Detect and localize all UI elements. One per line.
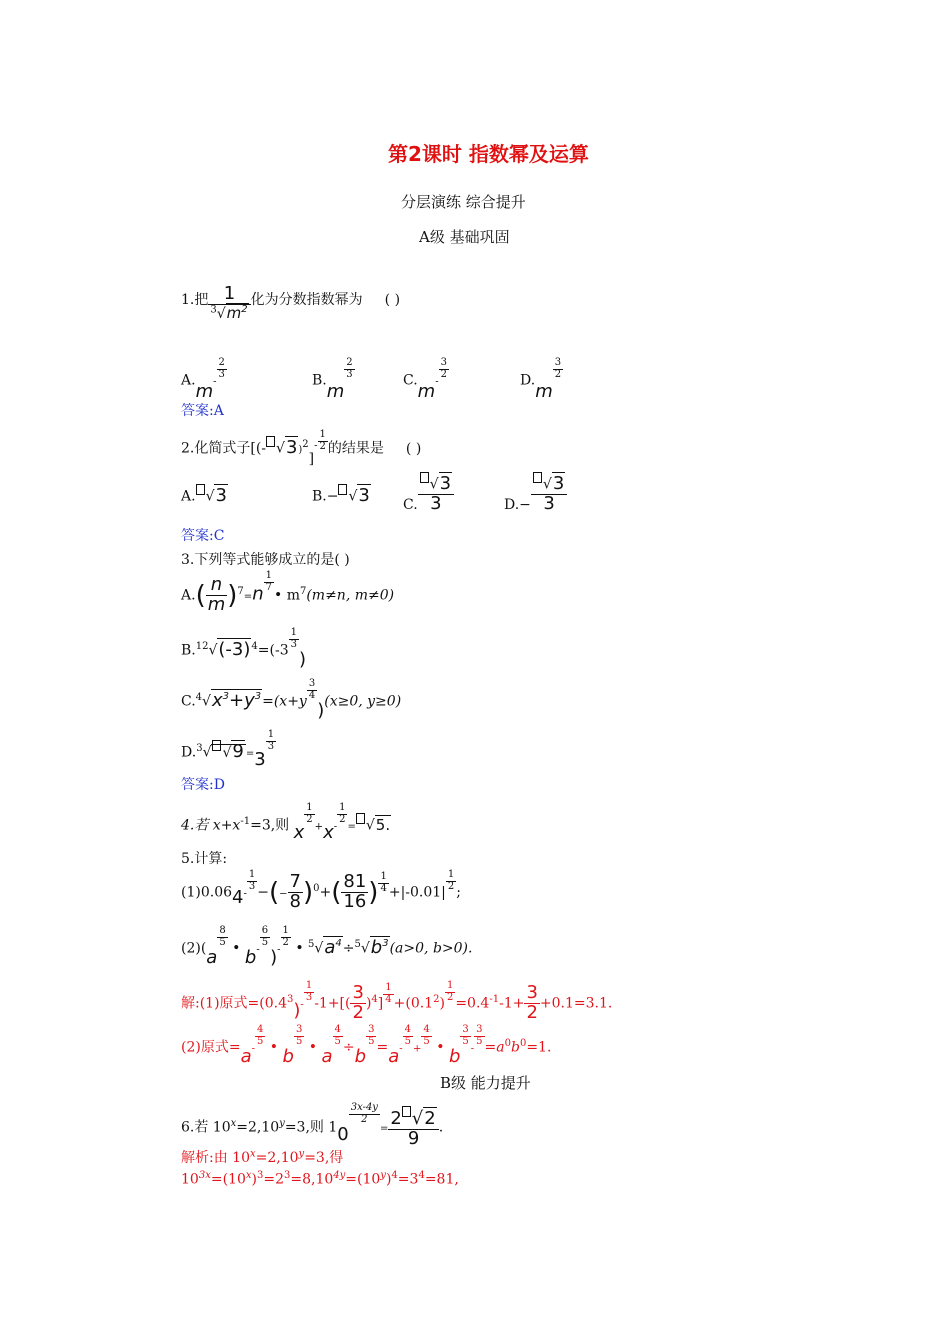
q6-solution-line-1: 解析:由 $10^x=2,10^y=3$,得 — [181, 1148, 344, 1166]
q2-option-b: B.− √3 — [312, 484, 370, 506]
q1-fraction: $\frac{1}{^3√m^2}$ — [208, 285, 250, 322]
q6-solution-line-2: $10^{3x}=(10^x)^3=2^3=8,10^{4y}=(10^y)^4=3^4=81$, — [181, 1170, 459, 1188]
q3-option-c: $C.^4√x^3+y^3=(x+y$ $\frac{3}{4}$ )(x≥0, y≥0) — [181, 678, 402, 721]
question-4: 4.若 $x+x^{-1}=3$,则 x $\frac{1}{2}$ +x- $\frac{1}{2}$ = √5. — [181, 802, 391, 843]
q5-solution-1: 解:(1)原式$=(0.4^3)-$ $\frac{1}{3}$ -1+[( $\frac{3}{2}$ )$^4$] $\frac{1}{4}$ $+(0.1^2)$ $\frac{1}{2}$ $=0.4^{-1}-1+$ $\frac{3}{2}$ +0.1=3.1. — [181, 980, 613, 1023]
q5-part-1: (1)0.064- $\frac{1}{3}$ −(− $\frac{7}{8}$ )$^0$+( $\frac{81}{16}$ ) $\frac{1}{4}$ +|-0.01| $\frac{1}{2}$ ; — [181, 869, 461, 912]
page-title: 第2课时 指数幂及运算 — [388, 142, 589, 166]
q2-option-a: A. √3 — [181, 484, 227, 506]
question-6: 6.若 $10^x=2,10^y=3$,则 10 $\frac{3x-4y}{2}$ = $\frac{2 √2}{9}$ . — [181, 1102, 444, 1149]
q3-option-d: D.$^3$√ √9 =3 $\frac{1}{3}$ — [181, 729, 275, 770]
q1-option-d: D.m $\frac{3}{2}$ — [520, 357, 562, 402]
q1-blank: ( ) — [384, 291, 401, 308]
q1-option-c: C.m- $\frac{3}{2}$ — [403, 357, 447, 402]
q2-options — [181, 472, 781, 520]
q1-prefix: 1.把 — [181, 291, 209, 308]
q1-suffix: 化为分数指数幂为 — [250, 291, 363, 308]
q3-option-b: $B.^{12}√(-3)^4=(-3$ $\frac{1}{3}$ ) — [181, 627, 307, 670]
q1-answer: 答案:A — [181, 403, 224, 419]
q5-solution-2: (2)原式=a- $\frac{4}{5}$ • b $\frac{3}{5}$ • a $\frac{4}{5}$ ÷b $\frac{3}{5}$ =a- $\frac{4}{5}$ + $\frac{4}{5}$ • b $\frac{3}{5}$ - $\frac{3}{5}$ $=a^0b^0=1$. — [181, 1024, 552, 1067]
q1-options — [181, 352, 781, 402]
level-a-heading: A级 基础巩固 — [419, 228, 510, 246]
question-3-stem: 3.下列等式能够成立的是( ) — [181, 552, 350, 568]
question-5-stem: 5.计算: — [181, 851, 228, 867]
q3-answer: 答案:D — [181, 777, 225, 793]
q2-option-c: C. $\frac{√3}{3}$ — [403, 472, 454, 513]
q2-option-d: D.− $\frac{√3}{3}$ — [504, 472, 567, 513]
level-b-heading: B级 能力提升 — [440, 1074, 531, 1092]
question-1 — [181, 285, 400, 322]
q3-option-a: A.( $\frac{n}{m}$ )$^7$=n $\frac{1}{7}$ • $m^7(m\ne n$, m≠0) — [181, 570, 395, 615]
question-2: 2.化简式子[(- √3)$^2$]- $\frac{1}{2}$ 的结果是 ( ) — [181, 429, 422, 467]
q1-option-b: B.m $\frac{2}{3}$ — [312, 357, 353, 402]
q1-option-a: A.m- $\frac{2}{3}$ — [181, 357, 225, 402]
section-subtitle: 分层演练 综合提升 — [401, 193, 526, 211]
q5-part-2: (2)(a $\frac{8}{5}$ • b- $\frac{6}{5}$ )- $\frac{1}{2}$ • $^5√a^4\div^5√b^3(a>0$, b>0). — [181, 925, 473, 968]
q2-answer: 答案:C — [181, 528, 225, 544]
